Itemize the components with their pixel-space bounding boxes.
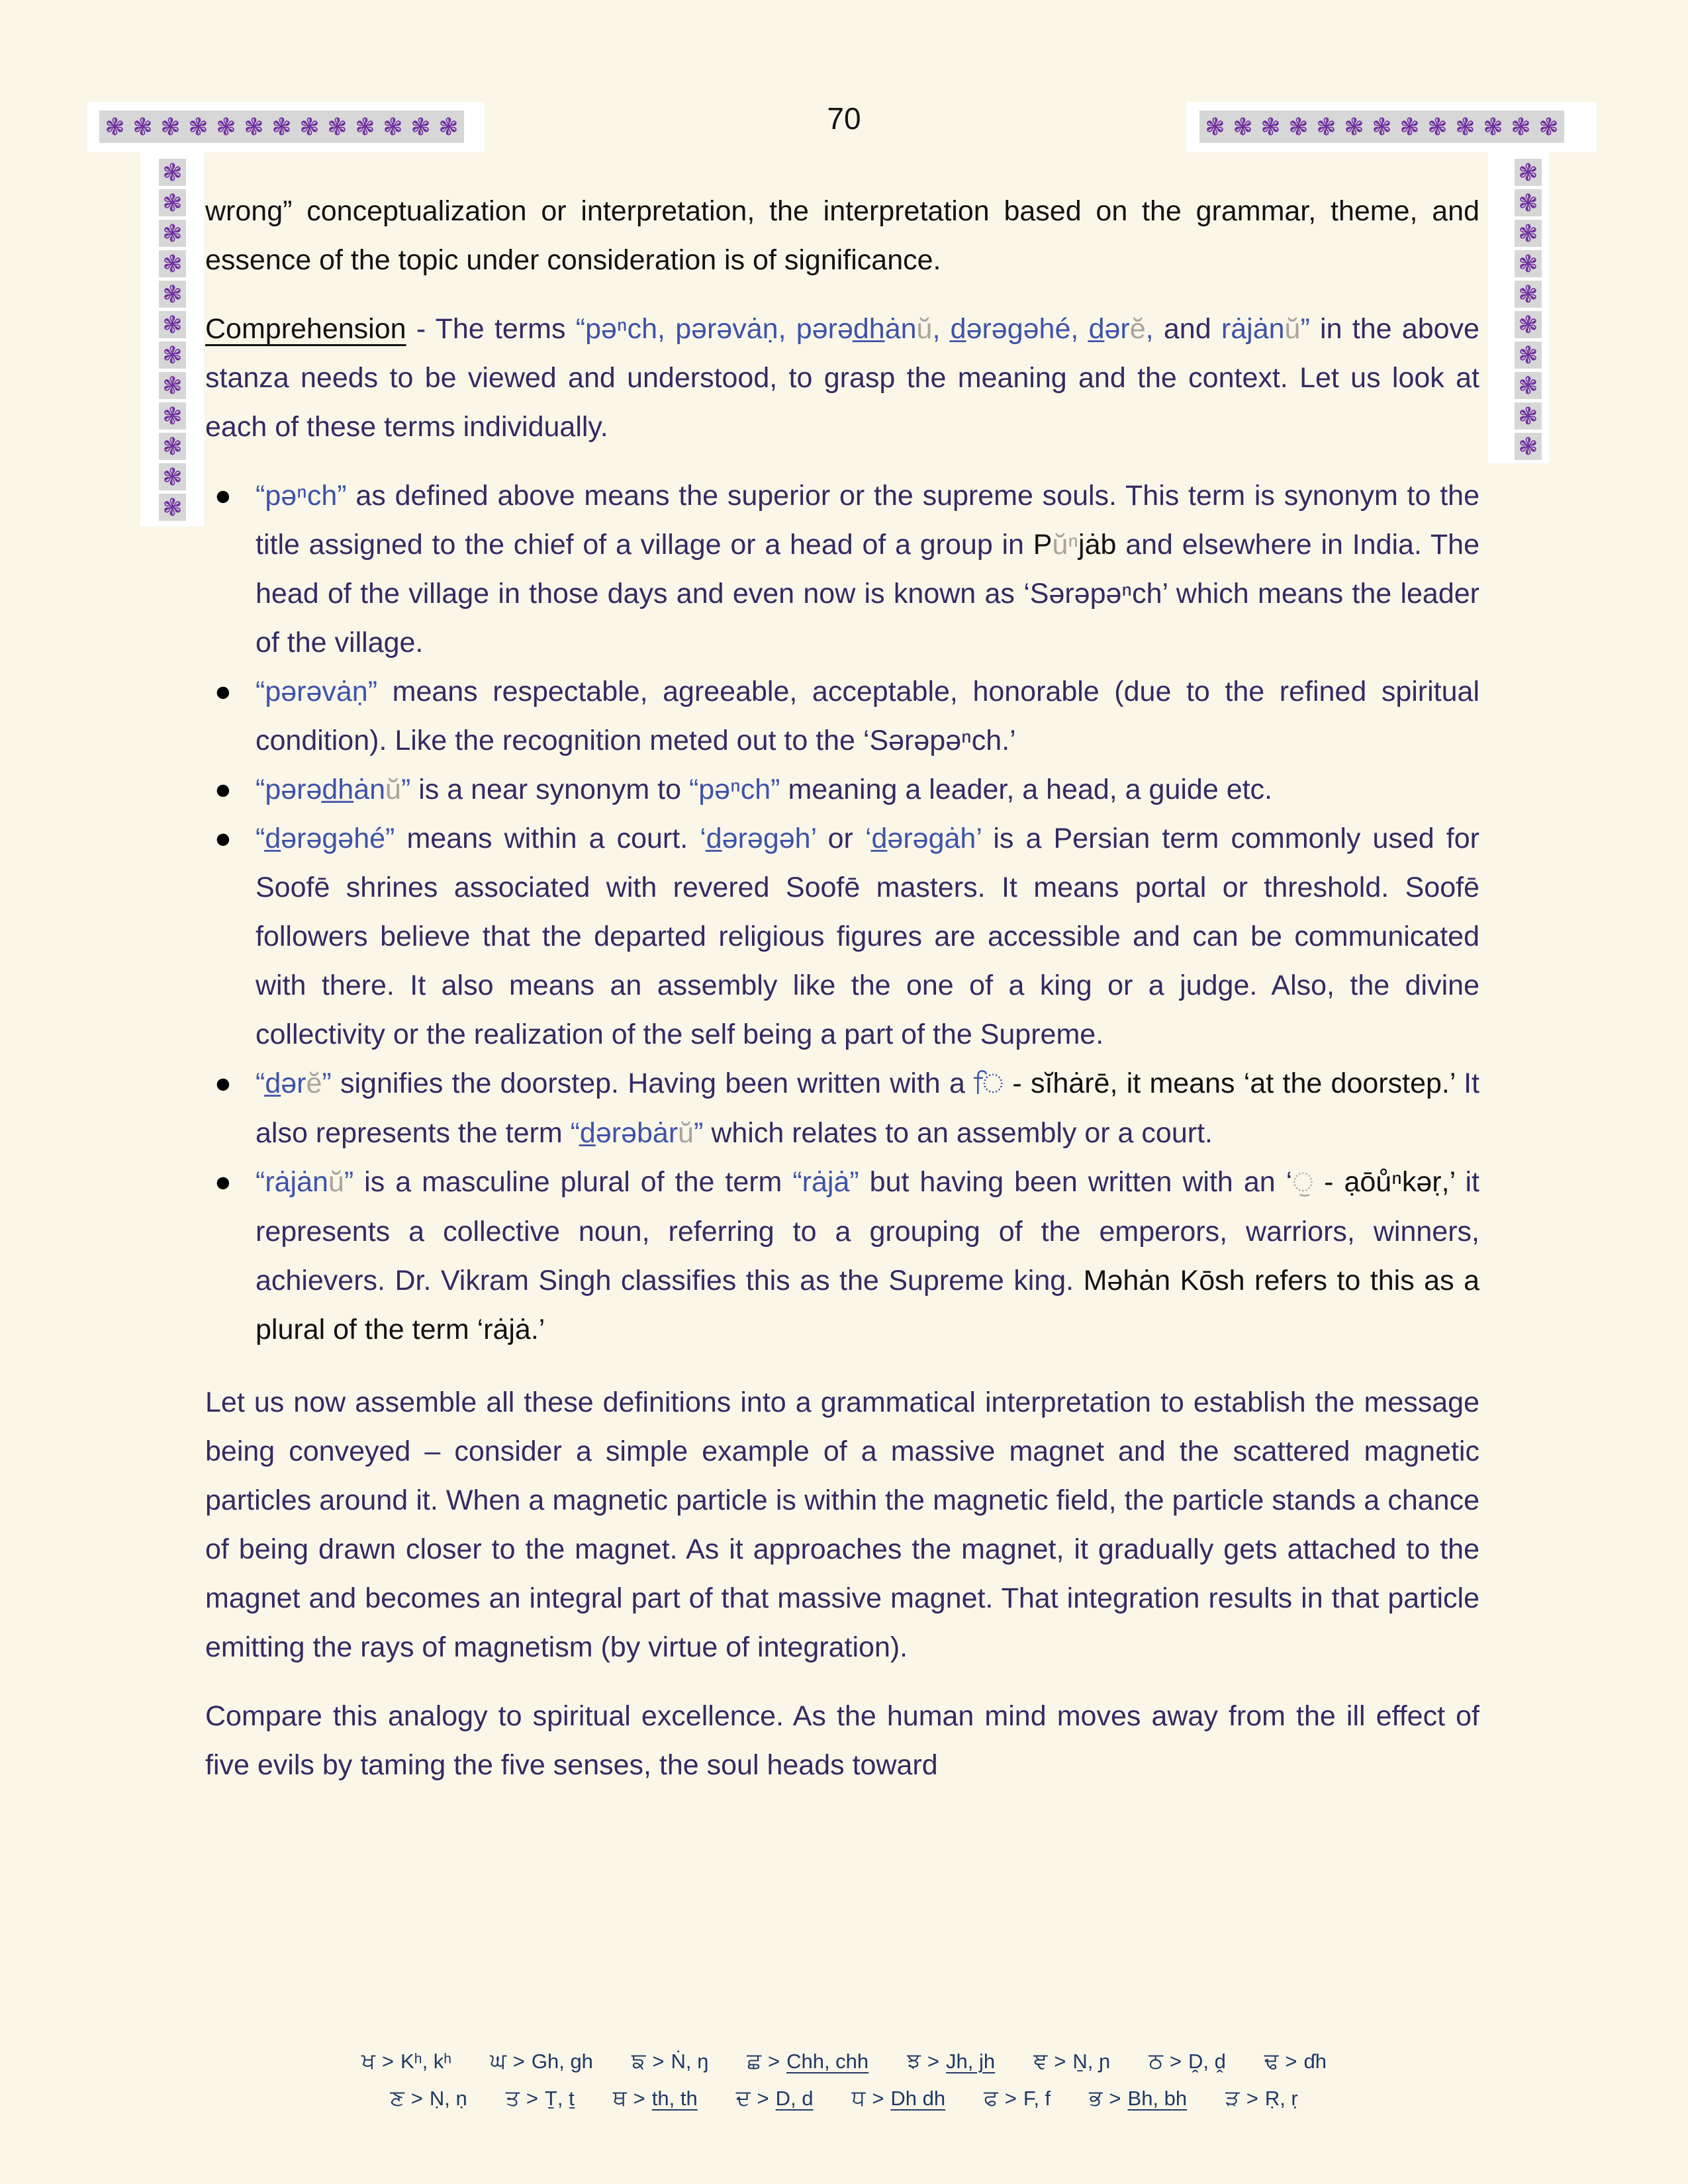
gurmukhi-letter: ਣ — [390, 2085, 404, 2110]
key-separator: > — [757, 2086, 769, 2110]
text-segment: “pərəd̲h̲ȧn — [256, 774, 386, 805]
gurmukhi-letter: ਤ — [505, 2085, 520, 2110]
text-segment: meaning a leader, a head, a guide etc. — [780, 774, 1273, 805]
flower-icon: ❃ — [105, 113, 125, 140]
text-segment: Məhȧn Kōsh refers to this as a plural of the term ‘rȧjȧ.’ — [256, 1265, 1479, 1345]
flower-icon: ❃ — [1515, 311, 1542, 338]
flower-icon: ❃ — [159, 494, 186, 521]
key-row — [0, 2042, 1688, 2079]
key-item — [506, 2085, 575, 2111]
text-segment: “d̲ərəgəhé” — [256, 823, 395, 854]
text-segment: ” — [1300, 313, 1310, 345]
text-segment: and elsewhere in India. The head of the village in those days and even now is known as ‘Sərəpəⁿch’ which means the leader of the village. — [256, 529, 1479, 659]
bullet-marker: ● — [214, 1068, 232, 1099]
flower-icon: ❃ — [159, 463, 186, 490]
gurmukhi-letter: ਥ — [612, 2085, 627, 2110]
text-segment: ” — [344, 1166, 354, 1198]
text-segment: ŭ — [916, 313, 933, 345]
flower-icon: ❃ — [159, 311, 186, 338]
text-segment: ŭ — [328, 1166, 344, 1198]
left-flower-border — [159, 159, 186, 521]
text-segment: “rȧjȧn — [256, 1166, 328, 1198]
text-segment: ” — [694, 1117, 704, 1149]
text-segment: Comprehension — [205, 313, 406, 345]
flower-icon: ❃ — [1399, 113, 1420, 140]
key-separator: > — [1004, 2086, 1017, 2110]
flower-icon: ❃ — [188, 113, 209, 140]
gurmukhi-letter: ਛ — [747, 2048, 761, 2073]
text-segment: ‘d̲ərəgȧh’ — [865, 823, 982, 854]
flower-icon: ❃ — [1372, 113, 1392, 140]
key-separator: > — [1054, 2049, 1066, 2073]
text-segment: as defined above means the superior or the supreme souls. This term is synonym to the title assigned to the chief of a village or a head of a group in — [256, 480, 1479, 561]
flower-icon: ❃ — [1515, 281, 1542, 308]
key-latin: Bh, bh — [1127, 2086, 1188, 2110]
key-latin: Ṅ, ŋ — [671, 2049, 709, 2073]
key-latin: Dh dh — [890, 2086, 946, 2110]
flower-icon: ❃ — [1511, 113, 1531, 140]
text-segment: means respectable, agreeable, acceptable, honorable (due to the refined spiritual condition). Like the recognition meted out to the ‘Sərəpəⁿch.’ — [256, 676, 1479, 756]
flower-icon: ❃ — [1205, 113, 1225, 140]
bullet-text — [256, 471, 1479, 667]
text-segment: ŭ — [678, 1117, 694, 1149]
gurmukhi-letter: ਖ — [361, 2048, 375, 2073]
flower-icon: ❃ — [1260, 113, 1281, 140]
text-segment: rȧjȧn — [1221, 313, 1285, 345]
flower-icon: ❃ — [216, 113, 236, 140]
text-segment: ŭ — [385, 774, 401, 805]
text-segment: ĕ — [306, 1068, 322, 1099]
paragraph — [205, 1378, 1479, 1672]
key-latin: Gh, gh — [531, 2049, 593, 2073]
flower-icon: ❃ — [1515, 159, 1542, 186]
text-segment: and — [1163, 313, 1221, 345]
key-item — [632, 2048, 708, 2074]
key-separator: > — [1285, 2049, 1297, 2073]
flower-icon: ❃ — [159, 189, 186, 216]
gurmukhi-letter: ਘ — [490, 2048, 506, 2073]
gurmukhi-letter: ਧ — [851, 2085, 866, 2110]
text-segment: It also represents the term — [256, 1068, 1479, 1149]
paragraph — [205, 187, 1479, 285]
text-segment: is a near synonym to — [410, 774, 689, 805]
flower-icon: ❃ — [271, 113, 292, 140]
key-latin: Ṉ, ɲ — [1072, 2049, 1111, 2073]
key-separator: > — [1169, 2049, 1182, 2073]
text-segment: ” — [400, 774, 411, 805]
gurmukhi-letter: ੜ — [1225, 2085, 1240, 2110]
key-item — [361, 2048, 451, 2074]
text-segment: , d̲ərəgəhé, d̲ər — [932, 313, 1130, 345]
key-separator: > — [872, 2086, 884, 2110]
flower-icon: ❃ — [1233, 113, 1253, 140]
key-item — [1033, 2048, 1110, 2074]
key-separator: > — [381, 2049, 395, 2073]
key-latin: ɗh — [1303, 2049, 1327, 2073]
gurmukhi-letter: ਝ — [907, 2048, 921, 2073]
key-separator: > — [633, 2086, 645, 2110]
key-latin: Kʰ, kʰ — [400, 2049, 452, 2073]
key-item — [852, 2085, 946, 2111]
key-latin: Ṛ, ṛ — [1264, 2086, 1298, 2110]
key-item — [1149, 2048, 1226, 2074]
bullet-text — [256, 1158, 1479, 1354]
flower-icon: ❃ — [159, 372, 186, 399]
bullet-text — [256, 765, 1479, 814]
gurmukhi-letter: ਢ — [1264, 2048, 1279, 2073]
flower-icon: ❃ — [159, 402, 186, 430]
flower-icon: ❃ — [299, 113, 320, 140]
bullet-marker: ● — [214, 676, 232, 707]
bullet-item — [205, 814, 1479, 1059]
text-segment: P — [1033, 529, 1053, 561]
text-segment: it represents a collective noun, referring to a grouping of the emperors, warriors, winners, achievers. Dr. Vikram Singh classifies this as the Supreme king. — [256, 1166, 1480, 1297]
text-segment: “pəⁿch” — [688, 774, 780, 805]
flower-icon: ❃ — [1515, 433, 1542, 460]
key-separator: > — [1109, 2086, 1121, 2110]
key-item — [1225, 2085, 1298, 2111]
key-latin: D, d — [775, 2086, 814, 2110]
key-item — [747, 2048, 868, 2074]
text-segment: “rȧjȧ” — [792, 1166, 859, 1198]
gurmukhi-vowel-sign: ਿ — [974, 1069, 1004, 1099]
key-row — [0, 2079, 1688, 2116]
key-separator: > — [410, 2086, 423, 2110]
bullet-item — [205, 765, 1479, 814]
flower-icon: ❃ — [1288, 113, 1309, 140]
text-segment: , — [1145, 313, 1164, 345]
flower-icon: ❃ — [1515, 372, 1542, 399]
flower-icon: ❃ — [132, 113, 153, 140]
flower-icon: ❃ — [1515, 220, 1542, 247]
right-flower-border — [1515, 159, 1542, 460]
key-separator: > — [767, 2049, 780, 2073]
bullet-text — [256, 667, 1479, 765]
flower-icon: ❃ — [1515, 189, 1542, 216]
text-segment: - sĭhȧrē, it means ‘at the doorstep.’ — [1004, 1068, 1464, 1099]
flower-icon: ❃ — [1455, 113, 1476, 140]
gurmukhi-letter: ਦ — [735, 2085, 751, 2110]
flower-icon: ❃ — [160, 113, 181, 140]
text-segment: ŭ — [1284, 313, 1301, 345]
text-segment: ” — [322, 1068, 332, 1099]
text-segment: ŭⁿ — [1052, 529, 1079, 561]
bullet-item — [205, 471, 1479, 667]
gurmukhi-letter: ਭ — [1089, 2085, 1103, 2110]
key-latin: th, th — [651, 2086, 698, 2110]
text-segment: Let us now assemble all these definitions into a grammatical interpretation to establish the message being conveyed – consider a simple example of a massive magnet and the scattered magnetic particles around it. When a magnetic particle is within the magnetic field, the particle stands a chance of being drawn closer to the magnet. As it approaches the magnet, it gradually gets attached to the magnet and becomes an integral part of that massive magnet. That integration results in that particle emitting the rays of magnetism (by virtue of integration). — [205, 1387, 1479, 1663]
key-separator: > — [512, 2049, 525, 2073]
text-segment: but having been written with an — [859, 1166, 1286, 1198]
bullet-marker: ● — [214, 823, 232, 854]
flower-icon: ❃ — [244, 113, 264, 140]
flower-icon: ❃ — [159, 433, 186, 460]
key-item — [390, 2085, 467, 2111]
text-segment: “d̲ər — [256, 1068, 306, 1099]
gurmukhi-letter: ਞ — [1033, 2048, 1048, 2073]
flower-icon: ❃ — [1515, 402, 1542, 430]
key-latin: F, f — [1023, 2086, 1051, 2110]
text-segment: signifies the doorstep. Having been written with a — [331, 1068, 974, 1099]
bullet-text — [256, 1059, 1479, 1158]
text-segment: ‘ — [1286, 1166, 1293, 1198]
flower-icon: ❃ — [438, 113, 459, 140]
key-separator: > — [526, 2086, 538, 2110]
key-latin: Ṯ, ṯ — [544, 2086, 575, 2110]
text-segment: is a masculine plural of the term — [353, 1166, 793, 1198]
key-item — [736, 2085, 814, 2111]
text-segment: means within a court. — [395, 823, 700, 854]
key-latin: Ḓ, ḓ — [1188, 2049, 1226, 2073]
text-segment: - The terms — [406, 313, 576, 345]
bullet-marker: ● — [214, 774, 232, 805]
flower-icon: ❃ — [1538, 113, 1559, 140]
key-item — [907, 2048, 995, 2074]
text-segment: “pərəvȧṇ” — [256, 676, 378, 707]
key-separator: > — [652, 2049, 665, 2073]
bullet-marker: ● — [214, 480, 232, 512]
text-segment: in the above stanza needs to be viewed and understood, to grasp the meaning and the context. Let us look at each of these terms individually. — [205, 313, 1479, 443]
key-item — [1264, 2048, 1327, 2074]
flower-icon: ❃ — [159, 159, 186, 186]
page-number: 70 — [827, 101, 861, 136]
text-segment: is a Persian term commonly used for Soofē shrines associated with revered Soofē masters. It means portal or threshold. Soofē followers believe that the departed religious figures are accessible and can be communicated with there. It also means an assembly like the one of a king or a judge. Also, the divine collectivity or the realization of the self being a part of the Supreme. — [256, 823, 1479, 1050]
text-segment: ‘d̲ərəgəh’ — [700, 823, 816, 854]
flower-icon: ❃ — [1483, 113, 1503, 140]
bullet-marker: ● — [214, 1166, 232, 1198]
gurmukhi-letter: ਫ — [984, 2085, 998, 2110]
text-segment: “pəⁿch, pərəvȧṇ, pərəd̲h̲ȧn — [575, 313, 917, 345]
key-latin: Chh, chh — [786, 2049, 869, 2073]
gurmukhi-letter: ਠ — [1149, 2048, 1163, 2073]
text-segment: “pəⁿch” — [256, 480, 347, 512]
key-latin: Jh, jh — [946, 2049, 996, 2073]
text-segment: - ạōůⁿkəṛ,’ — [1313, 1166, 1455, 1198]
key-item — [984, 2085, 1051, 2111]
flower-icon: ❃ — [1515, 250, 1542, 277]
text-segment: Compare this analogy to spiritual excellence. As the human mind moves away from the ill effect of five evils by taming the five senses, the soul heads toward — [205, 1700, 1479, 1781]
flower-icon: ❃ — [1427, 113, 1448, 140]
flower-icon: ❃ — [1344, 113, 1364, 140]
flower-icon: ❃ — [383, 113, 403, 140]
bullet-text — [256, 814, 1479, 1059]
text-segment: which relates to an assembly or a court. — [703, 1117, 1213, 1149]
key-separator: > — [927, 2049, 940, 2073]
flower-icon: ❃ — [159, 281, 186, 308]
text-segment: wrong” conceptualization or interpretation, the interpretation based on the grammar, theme, and essence of the topic under consideration is of significance. — [205, 195, 1479, 276]
text-segment: “d̲ərəbȧr — [570, 1117, 679, 1149]
key-item — [490, 2048, 593, 2074]
gurmukhi-vowel-sign: ੁ — [1292, 1168, 1314, 1197]
paragraph — [205, 1692, 1479, 1790]
flower-icon: ❃ — [159, 250, 186, 277]
bullet-item — [205, 1158, 1479, 1354]
gurmukhi-letter: ਙ — [631, 2048, 646, 2073]
content — [205, 187, 1479, 1809]
footer-key — [0, 2042, 1688, 2116]
text-segment: jȧb — [1078, 529, 1117, 561]
text-segment: or — [816, 823, 865, 854]
key-item — [1089, 2085, 1187, 2111]
key-separator: > — [1246, 2086, 1258, 2110]
flower-icon: ❃ — [159, 220, 186, 247]
bullet-item — [205, 667, 1479, 765]
flower-icon: ❃ — [1515, 341, 1542, 369]
flower-icon: ❃ — [355, 113, 375, 140]
bullet-item — [205, 1059, 1479, 1158]
flower-icon: ❃ — [159, 341, 186, 369]
key-item — [613, 2085, 698, 2111]
flower-icon: ❃ — [410, 113, 431, 140]
flower-icon: ❃ — [1316, 113, 1336, 140]
text-segment: ĕ — [1129, 313, 1146, 345]
paragraph — [205, 304, 1479, 451]
flower-icon: ❃ — [327, 113, 348, 140]
key-latin: Ṇ, ṇ — [429, 2086, 467, 2110]
